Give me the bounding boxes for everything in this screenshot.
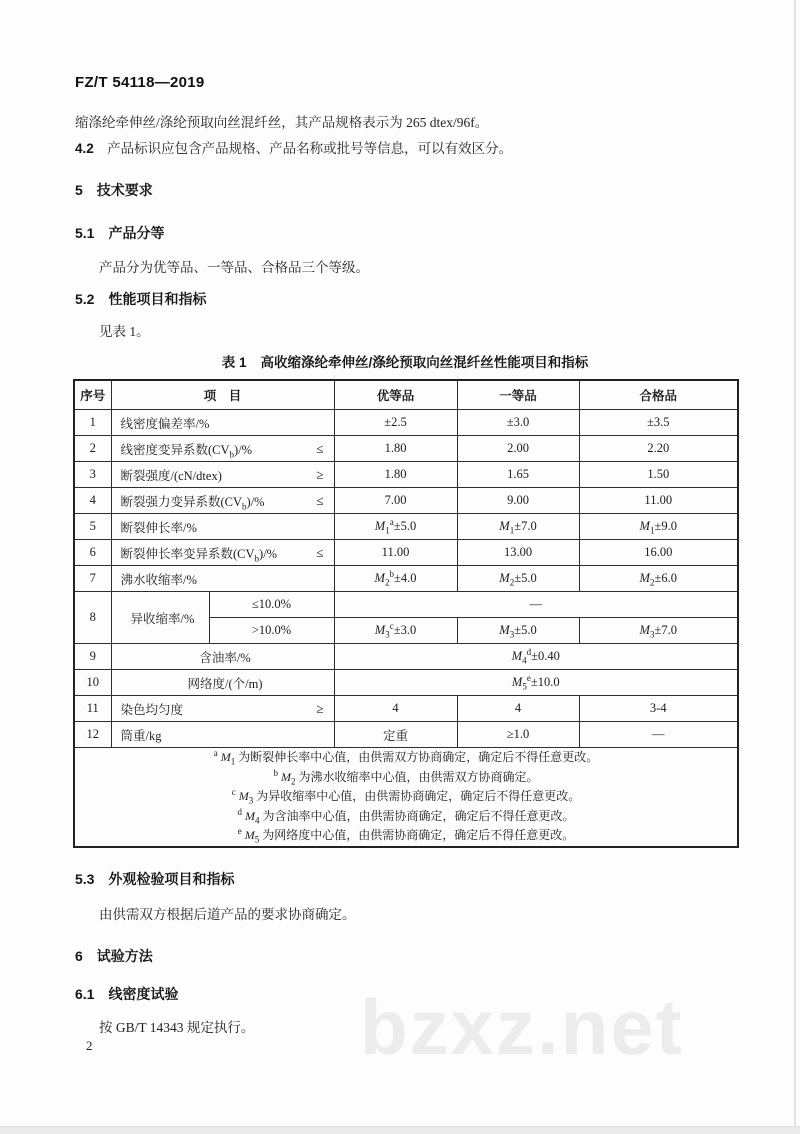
clause-number: 4.2: [75, 141, 94, 156]
cell-value-merged: —: [334, 592, 738, 618]
cell-value: $M_2^b\pm 4.0$: [334, 566, 457, 592]
footnote: $^b$ $M_2$ 为沸水收缩率中心值，由供需双方协商确定。: [273, 767, 539, 786]
cell-value: —: [579, 722, 738, 748]
table-row: [74, 722, 738, 748]
section-number: 6: [75, 948, 83, 964]
table-row: [74, 592, 738, 618]
cell-no: 6: [74, 540, 111, 566]
cell-item: 网络度/(个/m): [111, 670, 334, 696]
cell-value: 4: [334, 696, 457, 722]
cell-item: 断裂伸长率变异系数$(CV_b)/\%$ ≤: [111, 540, 334, 566]
cell-value: ±3.0: [457, 410, 579, 436]
cell-no: 9: [74, 644, 111, 670]
table-title-text: 高收缩涤纶牵伸丝/涤纶预取向丝混纤丝性能项目和指标: [260, 355, 589, 370]
col-header-grade2: 一等品: [457, 380, 579, 410]
cell-item: 异收缩率/%: [111, 592, 209, 644]
table-row: [74, 488, 738, 514]
cell-value: 3-4: [579, 696, 738, 722]
clause-text: 产品标识应包含产品规格、产品名称或批号等信息，可以有效区分。: [107, 141, 513, 156]
section-5-3-heading: [75, 869, 234, 889]
cell-no: 5: [74, 514, 111, 540]
table-row: [74, 670, 738, 696]
table-row: [74, 514, 738, 540]
footnote: $^c$ $M_3$ 为异收缩率中心值，由供需协商确定，确定后不得任意更改。: [231, 787, 581, 806]
footnote-box: [74, 748, 738, 847]
table-row: [74, 540, 738, 566]
section-5-2-heading: [75, 289, 206, 309]
cell-item: 筒重/kg: [111, 722, 334, 748]
cell-item: 断裂强力变异系数$(CV_b)/\%$ ≤: [111, 488, 334, 514]
table-row: [74, 696, 738, 722]
cell-item: 线密度变异系数$(CV_b)/\%$ ≤: [111, 436, 334, 462]
cell-no: 11: [74, 696, 111, 722]
watermark: bzxz.net: [360, 983, 684, 1071]
spec-table: [73, 379, 739, 848]
cell-value: 1.80: [334, 436, 457, 462]
table-title: [73, 351, 737, 371]
cell-value: $M_1\pm 9.0$: [579, 514, 738, 540]
cell-value: 13.00: [457, 540, 579, 566]
cell-value-merged: $M_4^d\pm 0.40$: [334, 644, 738, 670]
cell-value: 1.50: [579, 462, 738, 488]
cell-no: 1: [74, 410, 111, 436]
page-number: 2: [86, 1038, 93, 1053]
footnote: $^e$ $M_5$ 为网络度中心值，由供需协商确定，确定后不得任意更改。: [237, 826, 575, 845]
cell-value: $M_2\pm 6.0$: [579, 566, 738, 592]
cell-value: 4: [457, 696, 579, 722]
doc-code: FZ/T 54118—2019: [75, 74, 205, 91]
cell-value: $M_1\pm 7.0$: [457, 514, 579, 540]
cell-no: 4: [74, 488, 111, 514]
cell-item: 断裂伸长率/%: [111, 514, 334, 540]
table-footnote-row: [74, 748, 738, 847]
cell-value: $M_3\pm 7.0$: [579, 618, 738, 644]
cell-value: $M_3^c\pm 3.0$: [334, 618, 457, 644]
table-row: [74, 644, 738, 670]
cell-value: 9.00: [457, 488, 579, 514]
cell-value: 11.00: [334, 540, 457, 566]
cell-value: 定重: [334, 722, 457, 748]
section-title: 外观检验项目和指标: [108, 871, 235, 887]
section-title: 性能项目和指标: [108, 291, 207, 307]
section-6-1-body: 按 GB/T 14343 规定执行。: [99, 1020, 255, 1035]
section-number: 5.1: [75, 225, 95, 241]
section-5-1-body: 产品分为优等品、一等品、合格品三个等级。: [99, 260, 369, 275]
cell-value: 2.00: [457, 436, 579, 462]
section-title: 技术要求: [96, 182, 153, 198]
cell-item: 染色均匀度 ≥: [111, 696, 334, 722]
table-row: [74, 462, 738, 488]
col-header-no: 序号: [74, 380, 111, 410]
section-5-2-body: 见表 1。: [99, 324, 150, 339]
cell-item: 沸水收缩率/%: [111, 566, 334, 592]
cell-value: ±2.5: [334, 410, 457, 436]
col-header-grade1: 优等品: [334, 380, 457, 410]
table-row: [74, 566, 738, 592]
cell-no: 10: [74, 670, 111, 696]
section-title: 线密度试验: [108, 986, 179, 1002]
cell-no: 2: [74, 436, 111, 462]
col-header-item: 项 目: [111, 380, 334, 410]
cell-no: 12: [74, 722, 111, 748]
footnote: $^d$ $M_4$ 为含油率中心值，由供需协商确定，确定后不得任意更改。: [237, 806, 575, 825]
footnote: $^a$ $M_1$ 为断裂伸长率中心值，由供需双方协商确定，确定后不得任意更改。: [213, 748, 599, 767]
cell-condition: ≤10.0%: [209, 592, 334, 618]
section-5-1-heading: [75, 223, 164, 243]
section-title: 试验方法: [96, 948, 153, 964]
table-label: 表 1: [221, 355, 247, 370]
table-header-row: [74, 380, 738, 410]
section-title: 产品分等: [108, 225, 165, 241]
section-number: 5.2: [75, 291, 95, 307]
cell-no: 7: [74, 566, 111, 592]
cell-value: ±3.5: [579, 410, 738, 436]
cell-value: $M_2\pm 5.0$: [457, 566, 579, 592]
cell-value: 7.00: [334, 488, 457, 514]
section-5-3-body: 由供需双方根据后道产品的要求协商确定。: [99, 907, 356, 922]
cell-condition: >10.0%: [209, 618, 334, 644]
section-number: 6.1: [75, 986, 95, 1002]
section-number: 5.3: [75, 871, 95, 887]
page-bottom-edge: [0, 1126, 800, 1134]
cell-value: 1.80: [334, 462, 457, 488]
col-header-grade3: 合格品: [579, 380, 738, 410]
cell-value: 1.65: [457, 462, 579, 488]
paragraph-continuation: 缩涤纶牵伸丝/涤纶预取向丝混纤丝，其产品规格表示为 265 dtex/96f。: [75, 115, 489, 130]
cell-value: $M_1^a\pm 5.0$: [334, 514, 457, 540]
cell-value: 16.00: [579, 540, 738, 566]
cell-no: 8: [74, 592, 111, 644]
cell-item: 线密度偏差率/%: [111, 410, 334, 436]
page-right-edge: [794, 0, 796, 1134]
section-number: 5: [75, 182, 83, 198]
cell-no: 3: [74, 462, 111, 488]
section-5-heading: [75, 180, 153, 200]
table-row: [74, 436, 738, 462]
section-6-1-heading: [75, 984, 178, 1004]
cell-value: 2.20: [579, 436, 738, 462]
section-6-heading: [75, 946, 153, 966]
cell-value: $M_3\pm 5.0$: [457, 618, 579, 644]
clause-4-2: [75, 137, 512, 157]
cell-item: 含油率/%: [111, 644, 334, 670]
cell-item: 断裂强度/(cN/dtex) ≥: [111, 462, 334, 488]
cell-value-merged: $M_5^e\pm 10.0$: [334, 670, 738, 696]
table-row: [74, 410, 738, 436]
cell-value: 11.00: [579, 488, 738, 514]
cell-value: ≥1.0: [457, 722, 579, 748]
